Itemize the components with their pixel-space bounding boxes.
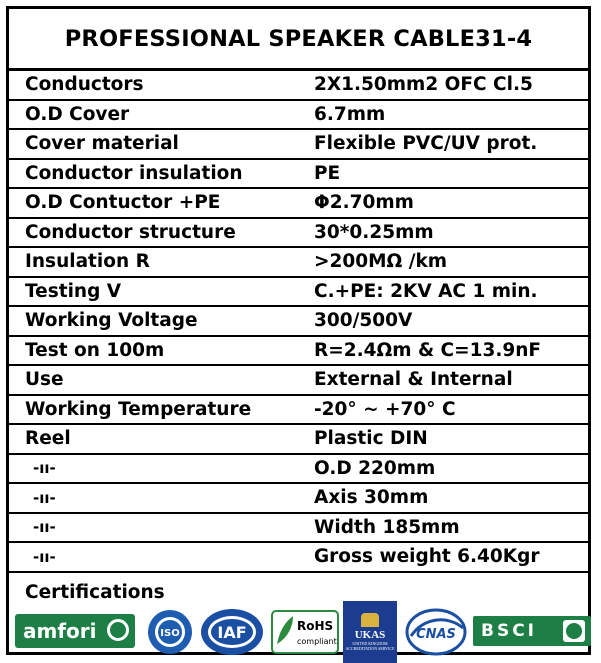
spec-row — [9, 543, 588, 573]
spec-value: Axis 30mm — [314, 487, 429, 509]
spec-label: Cover material — [25, 133, 179, 155]
spec-value: Gross weight 6.40Kgr — [314, 546, 540, 568]
spec-label: Conductors — [25, 74, 144, 96]
spec-label: -ıı- — [33, 518, 56, 537]
spec-value: External & Internal — [314, 369, 513, 391]
spec-label: O.D Contuctor +PE — [25, 192, 221, 214]
spec-row — [9, 396, 588, 426]
spec-label: Reel — [25, 428, 71, 450]
svg-text:CNAS: CNAS — [416, 627, 456, 642]
spec-value: PE — [314, 162, 341, 184]
spec-label: Use — [25, 369, 64, 391]
certifications-section — [9, 576, 588, 652]
spec-label: O.D Cover — [25, 103, 130, 125]
iaf-logo — [199, 606, 265, 658]
cnas-logo — [405, 606, 467, 658]
globe-icon — [563, 620, 585, 642]
svg-text:compliant: compliant — [297, 637, 337, 646]
ukas-logo: UKAS UNITED KINGDOM ACCREDITATION SERVICE — [343, 601, 397, 663]
spec-row — [9, 484, 588, 514]
spec-row — [9, 189, 588, 219]
spec-label: Working Temperature — [25, 398, 252, 420]
spec-table — [9, 71, 588, 573]
svg-text:RoHS: RoHS — [297, 619, 334, 633]
spec-row — [9, 455, 588, 485]
iso-logo — [146, 606, 194, 658]
spec-value: 6.7mm — [314, 103, 386, 125]
spec-label: Test on 100m — [25, 339, 165, 361]
spec-value: Flexible PVC/UV prot. — [314, 133, 538, 155]
spec-value: Φ2.70mm — [314, 192, 414, 214]
spec-row — [9, 307, 588, 337]
spec-value: R=2.4Ωm & C=13.9nF — [314, 339, 542, 361]
spec-label: -ıı- — [33, 547, 56, 566]
spec-label: Conductor insulation — [25, 162, 243, 184]
spec-row — [9, 101, 588, 131]
rohs-logo — [271, 606, 339, 658]
spec-value: 2X1.50mm2 OFC Cl.5 — [314, 74, 533, 96]
spec-label: Conductor structure — [25, 221, 236, 243]
certification-logos — [9, 606, 588, 658]
spec-row — [9, 425, 588, 455]
spec-label: -ıı- — [33, 488, 56, 507]
spec-label: -ıı- — [33, 459, 56, 478]
spec-value: >200MΩ /km — [314, 251, 448, 273]
spec-sheet — [6, 6, 591, 655]
spec-value: C.+PE: 2KV AC 1 min. — [314, 280, 538, 302]
spec-label: Working Voltage — [25, 310, 198, 332]
spec-row — [9, 71, 588, 101]
spec-row — [9, 366, 588, 396]
amfori-logo: amfori — [15, 614, 135, 648]
spec-value: 30*0.25mm — [314, 221, 434, 243]
svg-text:IAF: IAF — [217, 623, 247, 642]
spec-row — [9, 219, 588, 249]
spec-row — [9, 337, 588, 367]
spec-label: Testing V — [25, 280, 122, 302]
spec-value: Width 185mm — [314, 516, 460, 538]
spec-value: -20° ~ +70° C — [314, 398, 456, 420]
svg-text:ISO: ISO — [160, 628, 180, 639]
spec-value: 300/500V — [314, 310, 413, 332]
sheet-title: PROFESSIONAL SPEAKER CABLE31-4 — [9, 9, 588, 71]
spec-row — [9, 130, 588, 160]
spec-row — [9, 248, 588, 278]
spec-row — [9, 278, 588, 308]
spec-value: O.D 220mm — [314, 457, 436, 479]
crown-icon — [361, 613, 379, 627]
spec-row — [9, 514, 588, 544]
bsci-logo: BSCI — [473, 616, 591, 646]
spec-label: Insulation R — [25, 251, 150, 273]
certifications-title: Certifications — [25, 582, 165, 603]
spec-row — [9, 160, 588, 190]
spec-value: Plastic DIN — [314, 428, 428, 450]
